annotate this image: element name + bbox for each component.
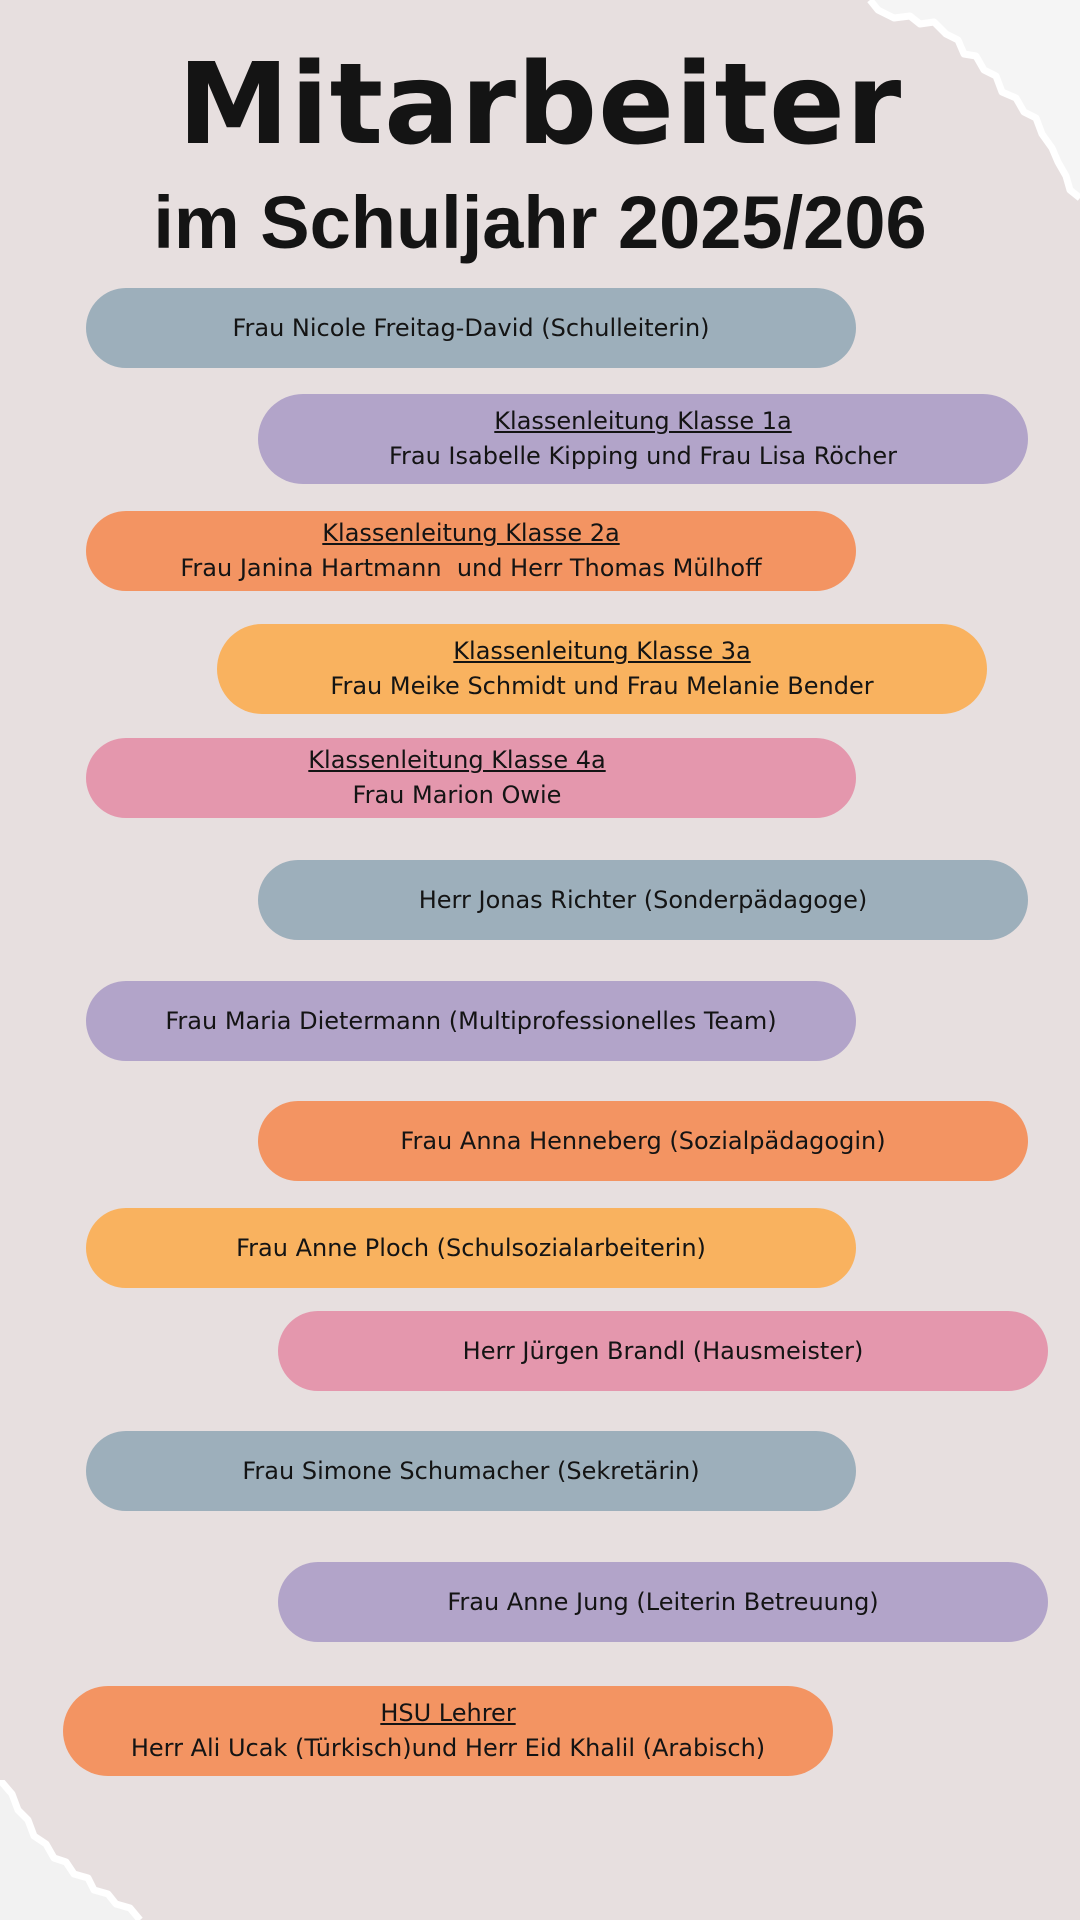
entry-text: Frau Marion Owie <box>352 781 562 809</box>
entry-text: Frau Simone Schumacher (Sekretärin) <box>242 1456 700 1485</box>
staff-entry-class-2a <box>86 511 856 591</box>
staff-entry-principal <box>86 288 856 368</box>
staff-entry-special-educator <box>258 860 1028 940</box>
entry-text: Frau Nicole Freitag-David (Schulleiterin) <box>232 313 710 342</box>
entry-text: Frau Meike Schmidt und Frau Melanie Bender <box>330 672 874 700</box>
staff-entry-multiprofessional-team <box>86 981 856 1061</box>
staff-entry-class-4a <box>86 738 856 818</box>
staff-entry-caretaker <box>278 1311 1048 1391</box>
staff-entry-school-social-worker <box>86 1208 856 1288</box>
entry-heading: Klassenleitung Klasse 4a <box>308 746 606 774</box>
entry-text: Frau Maria Dietermann (Multiprofessionelles Team) <box>165 1006 777 1035</box>
entry-text: Herr Ali Ucak (Türkisch)und Herr Eid Khalil (Arabisch) <box>130 1734 766 1762</box>
staff-entry-class-1a <box>258 394 1028 484</box>
entry-heading: Klassenleitung Klasse 3a <box>453 637 751 665</box>
entry-heading: Klassenleitung Klasse 1a <box>494 407 792 435</box>
staff-entry-secretary <box>86 1431 856 1511</box>
entry-text: Herr Jonas Richter (Sonderpädagoge) <box>418 885 868 914</box>
staff-entry-social-pedagogue <box>258 1101 1028 1181</box>
entry-text: Frau Isabelle Kipping und Frau Lisa Röcher <box>388 442 898 470</box>
staff-entry-class-3a <box>217 624 987 714</box>
entry-text: Frau Anne Jung (Leiterin Betreuung) <box>447 1587 879 1616</box>
entry-heading: HSU Lehrer <box>380 1699 516 1727</box>
staff-entry-care-lead <box>278 1562 1048 1642</box>
entry-text: Frau Janina Hartmann und Herr Thomas Mülhoff <box>180 554 762 582</box>
torn-paper-corner-bottom-left <box>0 1780 150 1920</box>
page-subtitle: im Schuljahr 2025/206 <box>153 181 927 264</box>
staff-entry-hsu-teachers <box>63 1686 833 1776</box>
entry-text: Frau Anne Ploch (Schulsozialarbeiterin) <box>236 1233 706 1262</box>
entry-text: Frau Anna Henneberg (Sozialpädagogin) <box>400 1126 886 1155</box>
page-title: Mitarbeiter <box>177 40 903 170</box>
entry-text: Herr Jürgen Brandl (Hausmeister) <box>462 1336 864 1365</box>
entry-heading: Klassenleitung Klasse 2a <box>322 519 620 547</box>
